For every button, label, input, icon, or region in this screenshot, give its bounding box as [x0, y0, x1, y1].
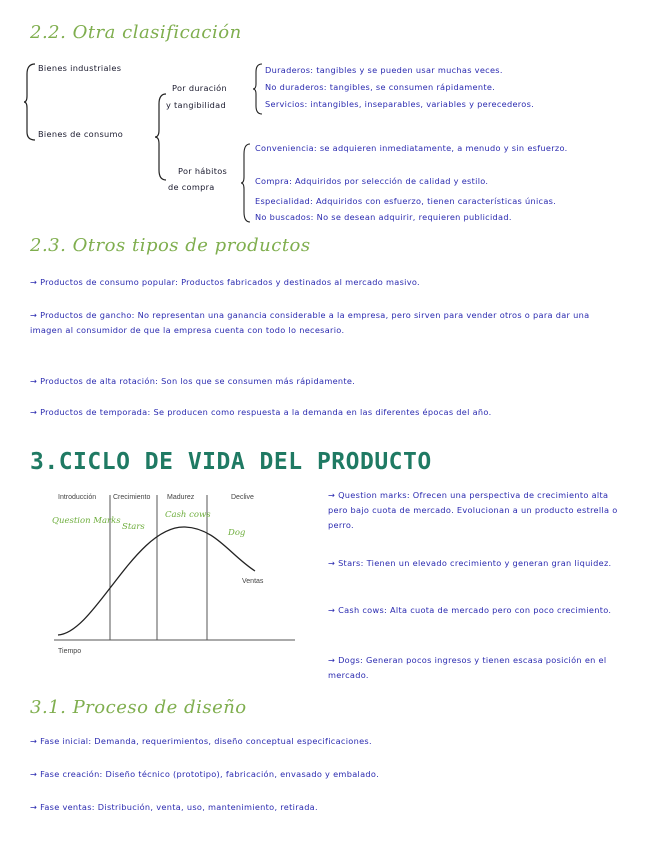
lifecycle-note-dogs: → Dogs: Generan pocos ingresos y tienen escasa posición en el mercado.: [328, 655, 607, 680]
section-title-2-2: 2.2. Otra clasificación: [30, 22, 242, 43]
phase-label-madurez: Madurez: [167, 494, 195, 501]
phase-label-crecimiento: Crecimiento: [113, 494, 151, 501]
brace-main: [23, 62, 37, 142]
group1-label-line2: y tangibilidad: [166, 100, 226, 110]
brace-group1: [252, 62, 264, 116]
lifecycle-note-stars: → Stars: Tienen un elevado crecimiento y generan gran liquidez.: [328, 558, 612, 568]
group2-label-line1: Por hábitos: [178, 166, 228, 176]
phase-label-introduccion: Introducción: [58, 494, 97, 501]
design-phase-3: → Fase ventas: Distribución, venta, uso, mantenimiento, retirada.: [30, 802, 318, 812]
section-title-3: 3.CICLO DE VIDA DEL PRODUCTO: [30, 449, 432, 475]
group2-item-1: Conveniencia: se adquieren inmediatamente, a menudo y sin esfuerzo.: [255, 143, 568, 153]
group2-label-line2: de compra: [168, 182, 215, 192]
phase-note-stars: Stars: [122, 522, 145, 532]
design-phase-2: → Fase creación: Diseño técnico (prototipo), fabricación, envasado y embalado.: [30, 769, 379, 779]
other-type-1: → Productos de consumo popular: Productos fabricados y destinados al mercado masivo.: [30, 277, 420, 287]
lifecycle-note-question-marks: → Question marks: Ofrecen una perspectiva de crecimiento alta pero bajo cuota de mercado. Evolucionan a un producto estrella o perro.: [328, 490, 618, 530]
group2-item-2: Compra: Adquiridos por selección de calidad y estilo.: [255, 176, 489, 186]
lifecycle-note-cash-cows: → Cash cows: Alta cuota de mercado pero con poco crecimiento.: [328, 605, 612, 615]
group1-item-3: Servicios: intangibles, inseparables, variables y perecederos.: [265, 99, 535, 109]
bienes-industriales-label: Bienes industriales: [38, 63, 122, 73]
section-title-2-3: 2.3. Otros tipos de productos: [30, 235, 311, 256]
section-title-3-1: 3.1. Proceso de diseño: [30, 697, 247, 718]
phase-label-declive: Declive: [231, 494, 254, 501]
group2-item-3: Especialidad: Adquiridos con esfuerzo, tienen características únicas.: [255, 196, 557, 206]
group1-label-line1: Por duración: [172, 83, 227, 93]
group1-item-1: Duraderos: tangibles y se pueden usar muchas veces.: [265, 65, 503, 75]
group2-item-4: No buscados: No se desean adquirir, requieren publicidad.: [255, 212, 512, 222]
phase-note-dog: Dog: [228, 528, 246, 538]
group1-item-2: No duraderos: tangibles, se consumen rápidamente.: [265, 82, 496, 92]
brace-group2: [240, 142, 252, 224]
other-type-3: → Productos de alta rotación: Son los que se consumen más rápidamente.: [30, 376, 356, 386]
other-type-4: → Productos de temporada: Se producen como respuesta a la demanda en las diferentes épocas del año.: [30, 407, 492, 417]
x-axis-label: Tiempo: [58, 648, 82, 655]
other-type-2: → Productos de gancho: No representan una ganancia considerable a la empresa, pero sirven para vender otros o para dar una imagen al consumidor de que la empresa cuenta con todo lo necesario.: [30, 310, 590, 335]
phase-note-cash-cows: Cash cows: [165, 510, 211, 520]
bienes-consumo-label: Bienes de consumo: [38, 129, 124, 139]
design-phase-1: → Fase inicial: Demanda, requerimientos, diseño conceptual especificaciones.: [30, 736, 372, 746]
series-label-ventas: Ventas: [242, 578, 264, 585]
lifecycle-chart: [40, 485, 310, 665]
phase-note-question-marks: Question Marks: [52, 516, 121, 526]
